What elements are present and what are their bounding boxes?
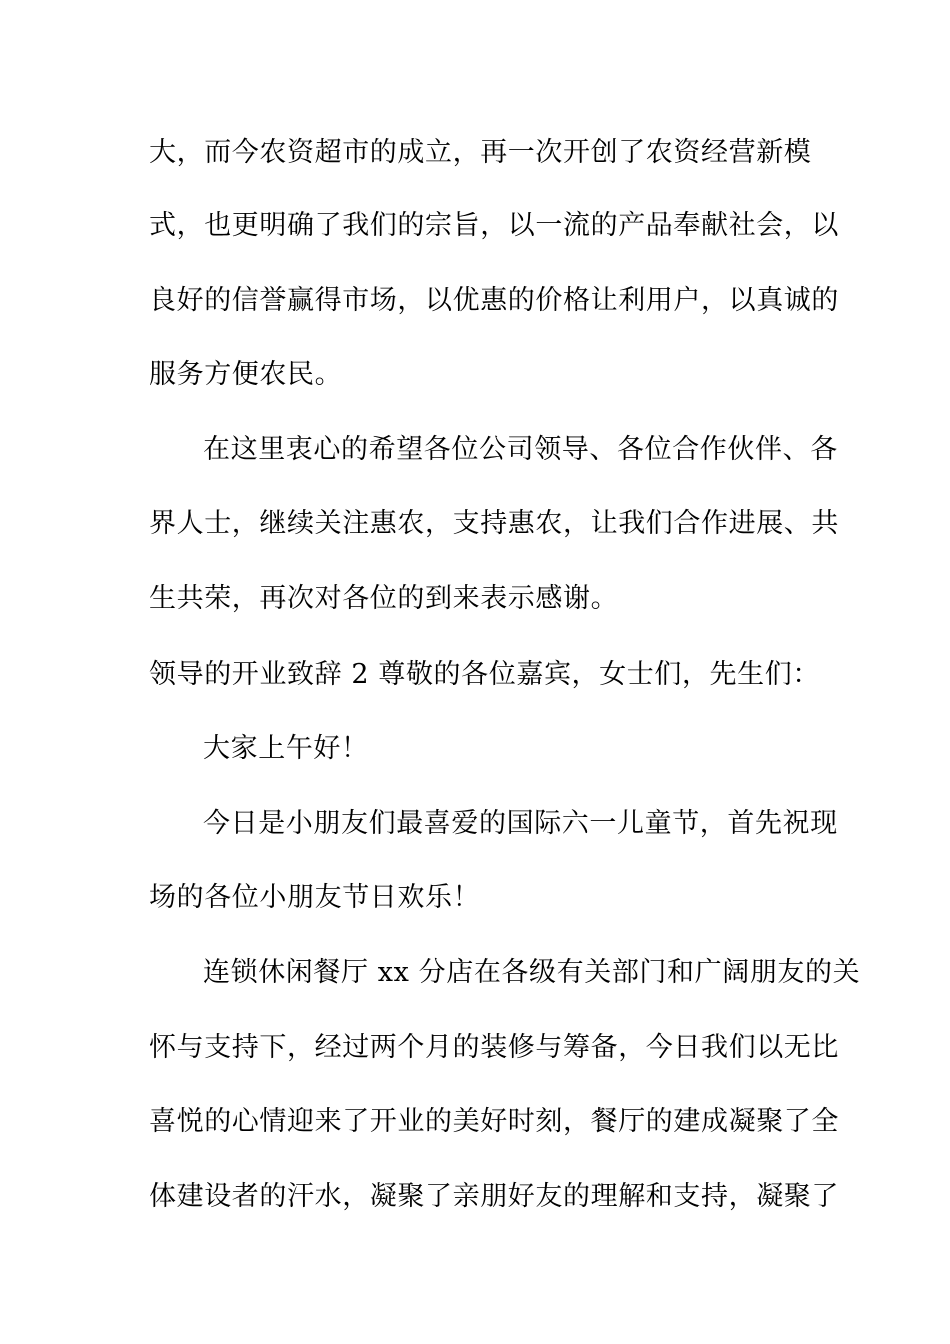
paragraph-line: 生共荣，再次对各位的到来表示感谢。 [149,583,619,614]
paragraph-line: 服务方便农民。 [149,359,343,390]
paragraph-line: 连锁休闲餐厅 xx 分店在各级有关部门和广阔朋友的关 [203,957,861,988]
paragraph-line: 喜悦的心情迎来了开业的美好时刻，餐厅的建成凝聚了全 [149,1106,839,1137]
paragraph-line: 大家上午好！ [203,733,369,764]
paragraph-line: 今日是小朋友们最喜爱的国际六一儿童节，首先祝现 [203,808,838,839]
paragraph-line: 良好的信誉赢得市场，以优惠的价格让利用户，以真诚的 [149,285,839,316]
paragraph-line: 在这里衷心的希望各位公司领导、各位合作伙伴、各 [203,434,838,465]
paragraph-line: 式，也更明确了我们的宗旨，以一流的产品奉献社会，以 [149,210,839,241]
paragraph-line: 体建设者的汗水，凝聚了亲朋好友的理解和支持，凝聚了 [149,1181,839,1212]
paragraph-line: 怀与支持下，经过两个月的装修与筹备，今日我们以无比 [149,1032,839,1063]
paragraph-line: 界人士，继续关注惠农，支持惠农，让我们合作进展、共 [149,508,839,539]
paragraph-line: 大，而今农资超市的成立，再一次开创了农资经营新模 [149,137,812,168]
paragraph-line: 场的各位小朋友节日欢乐！ [149,882,481,913]
section-heading-line: 领导的开业致辞 2 尊敬的各位嘉宾，女士们，先生们： [149,659,820,690]
